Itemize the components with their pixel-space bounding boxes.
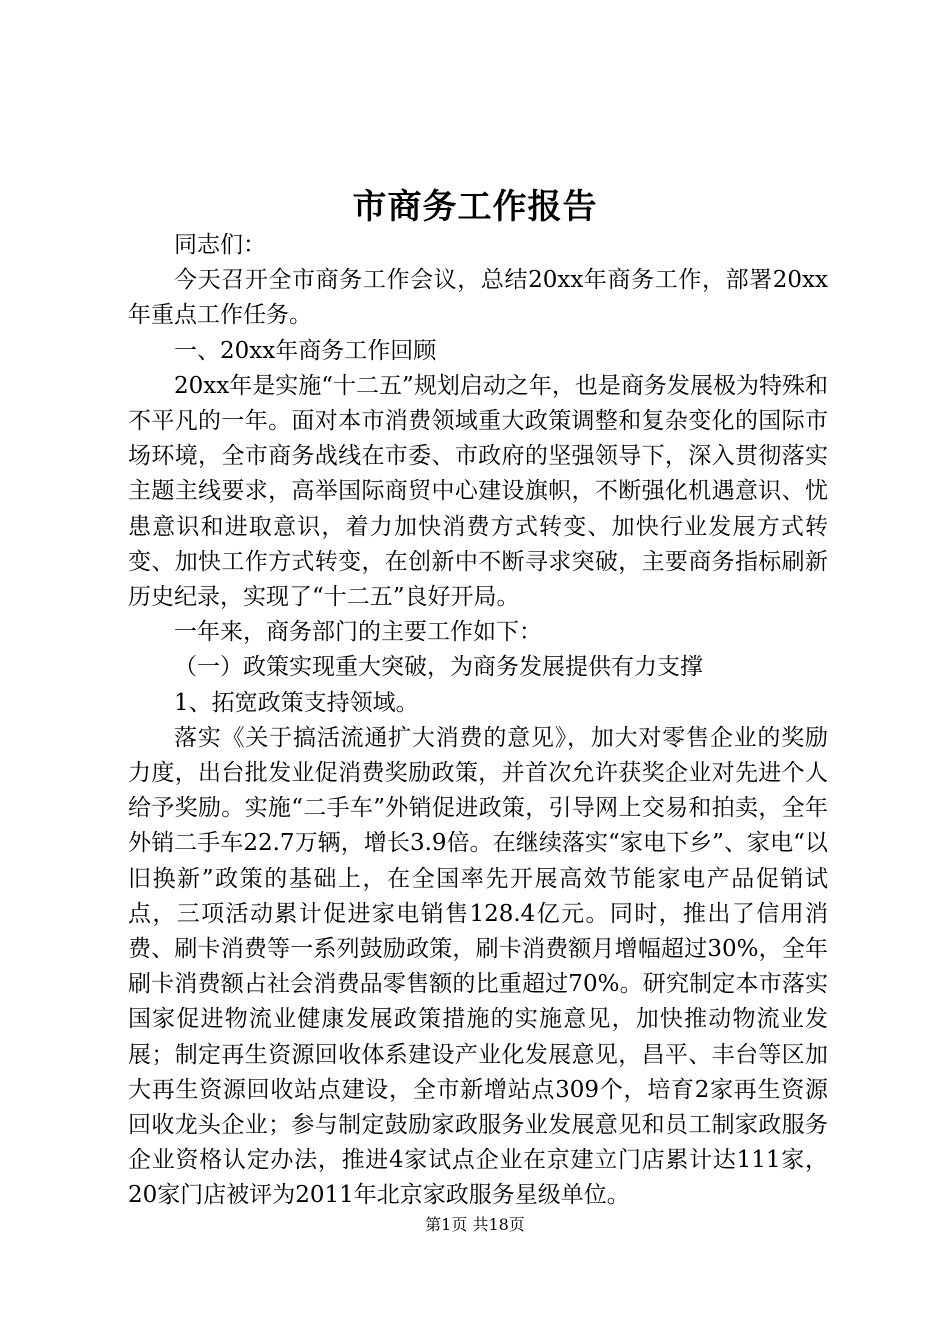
document-body [128,228,828,1214]
work-summary-paragraph: 一年来，商务部门的主要工作如下： [174,619,542,646]
intro-paragraph: 今天召开全市商务工作会议，总结20xx年商务工作，部署20xx年重点工作任务。 [128,267,828,329]
item-heading: 1、拓宽政策支持领域。 [174,689,419,716]
salutation: 同志们： [174,232,266,258]
review-paragraph: 20xx年是实施“十二五”规划启动之年，也是商务发展极为特殊和不平凡的一年。面对本市消费领域重大政策调整和复杂变化的国际市场环境，全市商务战线在市委、市政府的坚强领导下，深入贯彻落实主题主线要求，高举国际商贸中心建设旗帜，不断强化机遇意识、忧患意识和进取意识，着力加快消费方式转变、加快行业发展方式转变、加快工作方式转变，在创新中不断寻求突破，主要商务指标刷新历史纪录，实现了“十二五”良好开局。 [128,372,828,611]
section-heading: 一、20xx年商务工作回顾 [174,337,437,364]
policy-paragraph: 落实《关于搞活流通扩大消费的意见》，加大对零售企业的奖励力度，出台批发业促消费奖励政策，并首次允许获奖企业对先进个人给予奖励。实施“二手车”外销促进政策，引导网上交易和拍卖，全年外销二手车22.7万辆，增长3.9倍。在继续落实“家电下乡”、家电“以旧换新”政策的基础上，在全国率先开展高效节能家电产品促销试点，三项活动累计促进家电销售128.4亿元。同时，推出了信用消费、刷卡消费等一系列鼓励政策，刷卡消费额月增幅超过30%，全年刷卡消费额占社会消费品零售额的比重超过70%。研究制定本市落实国家促进物流业健康发展政策措施的实施意见，加快推动物流业发展；制定再生资源回收体系建设产业化发展意见，昌平、丰台等区加大再生资源回收站点建设，全市新增站点309个，培育2家再生资源回收龙头企业；参与制定鼓励家政服务业发展意见和员工制家政服务企业资格认定办法，推进4家试点企业在京建立门店累计达111家，20家门店被评为2011年北京家政服务星级单位。 [128,724,828,1209]
subsection-heading: （一）政策实现重大突破，为商务发展提供有力支撑 [174,654,703,681]
page-footer: 第1页 共18页 [425,1215,525,1234]
document-title: 市商务工作报告 [352,187,598,227]
